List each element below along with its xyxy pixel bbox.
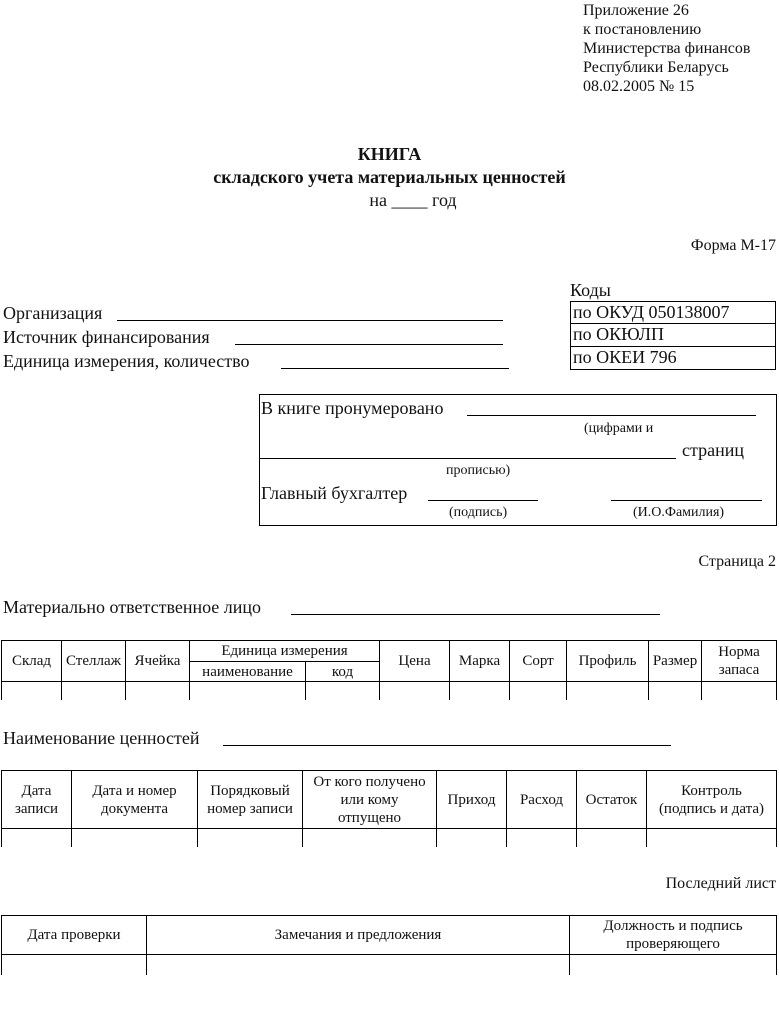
table-cell[interactable] [2,955,147,975]
table-cell[interactable] [306,682,380,700]
header-counterparty [303,771,437,829]
appendix-line: Приложение 26 [583,2,689,19]
header-control [647,771,777,829]
table-cell[interactable] [198,829,303,847]
table-cell[interactable] [2,682,62,700]
header-size: Размер [649,641,702,682]
okyulp-code: по ОКЮЛП [570,324,776,347]
table-cell[interactable] [450,682,510,700]
header-document [72,771,198,829]
inspection-table [1,915,777,975]
header-inspector [570,916,777,955]
table-cell[interactable] [507,829,577,847]
header-stock-norm-line: запаса [718,662,760,678]
header-sequence-number [198,771,303,829]
table-cell[interactable] [567,682,649,700]
table-cell[interactable] [147,955,570,975]
table-cell[interactable] [2,829,72,847]
header-record-date [2,771,72,829]
document-title: КНИГА [357,144,422,164]
header-grade: Сорт [510,641,567,682]
digits-hint: (цифрами и [584,421,654,436]
signature-hint: (подпись) [449,505,508,520]
valuables-name-label: Наименование ценностей [3,728,200,748]
header-inspector-line: Должность и подпись [603,918,743,934]
appendix-note [583,1,750,96]
table-cell[interactable] [702,682,777,700]
unit-quantity-field[interactable] [281,368,509,369]
table-cell[interactable] [577,829,647,847]
document-year: на ____ год [369,190,457,210]
header-unit-group: Единица измерения [190,641,380,662]
header-profile: Профиль [567,641,649,682]
header-stock-norm [702,641,777,682]
header-rack: Стеллаж [62,641,126,682]
table-cell[interactable] [570,955,777,975]
storage-attributes-table [1,640,777,700]
okud-code: по ОКУД 050138007 [570,301,776,324]
page-2-label: Страница 2 [698,553,776,570]
codes-header: Коды [570,280,611,300]
header-record-date-line: Дата [21,782,52,799]
table-cell[interactable] [437,829,507,847]
header-warehouse: Склад [2,641,62,682]
table-cell[interactable] [510,682,567,700]
table-cell[interactable] [649,682,702,700]
words-hint: прописью) [446,463,511,478]
appendix-line: к постановлению [583,21,702,38]
header-document-line: документа [100,800,169,817]
header-expense: Расход [507,771,577,829]
header-control-line: (подпись и дата) [658,800,765,817]
header-cell: Ячейка [126,641,190,682]
table-cell[interactable] [380,682,450,700]
header-income: Приход [437,771,507,829]
header-check-date: Дата проверки [2,916,147,955]
table-cell[interactable] [62,682,126,700]
valuables-name-field[interactable] [223,745,671,746]
header-unit-code: код [306,662,380,682]
appendix-line: Республики Беларусь [583,59,729,76]
header-unit-name: наименование [190,662,306,682]
header-balance: Остаток [577,771,647,829]
header-brand: Марка [450,641,510,682]
header-record-date-line: записи [14,800,59,817]
header-control-line: Контроль [681,782,742,799]
table-cell[interactable] [190,682,306,700]
header-remarks: Замечания и предложения [147,916,570,955]
chief-accountant-label: Главный бухгалтер [261,483,408,503]
unit-quantity-label: Единица измерения, количество [3,351,250,371]
responsible-person-field[interactable] [291,614,660,615]
last-sheet-label: Последний лист [665,875,776,892]
appendix-line: 08.02.2005 № 15 [583,78,695,95]
pages-word: страниц [682,440,744,460]
table-cell[interactable] [126,682,190,700]
header-price: Цена [380,641,450,682]
chief-signature-field[interactable] [428,500,538,501]
appendix-line: Министерства финансов [583,40,751,57]
header-sequence-line: Порядковый [210,782,290,799]
header-sequence-line: номер записи [207,800,293,817]
organization-label: Организация [3,303,103,323]
chief-name-field[interactable] [611,500,762,501]
pages-label: В книге пронумеровано [261,398,444,418]
financing-source-field[interactable] [235,344,503,345]
header-document-line: Дата и номер [92,782,177,799]
header-inspector-line: проверяющего [626,936,720,952]
table-cell[interactable] [303,829,437,847]
okei-code: по ОКЕИ 796 [570,347,776,370]
document-subtitle: складского учета материальных ценностей [213,167,566,187]
pages-digits-field[interactable] [467,415,756,416]
organization-field[interactable] [117,320,503,321]
name-hint: (И.О.Фамилия) [633,505,725,520]
pages-words-field[interactable] [260,458,676,459]
responsible-person-label: Материально ответственное лицо [3,597,262,617]
header-counterparty-line: или кому [340,791,399,808]
table-cell[interactable] [72,829,198,847]
table-cell[interactable] [647,829,777,847]
header-stock-norm-line: Норма [718,644,760,660]
form-label: Форма М-17 [690,237,776,254]
financing-source-label: Источник финансирования [3,327,210,347]
header-counterparty-line: От кого получено [313,773,426,790]
movement-records-table [1,770,777,847]
header-counterparty-line: отпущено [337,809,402,826]
